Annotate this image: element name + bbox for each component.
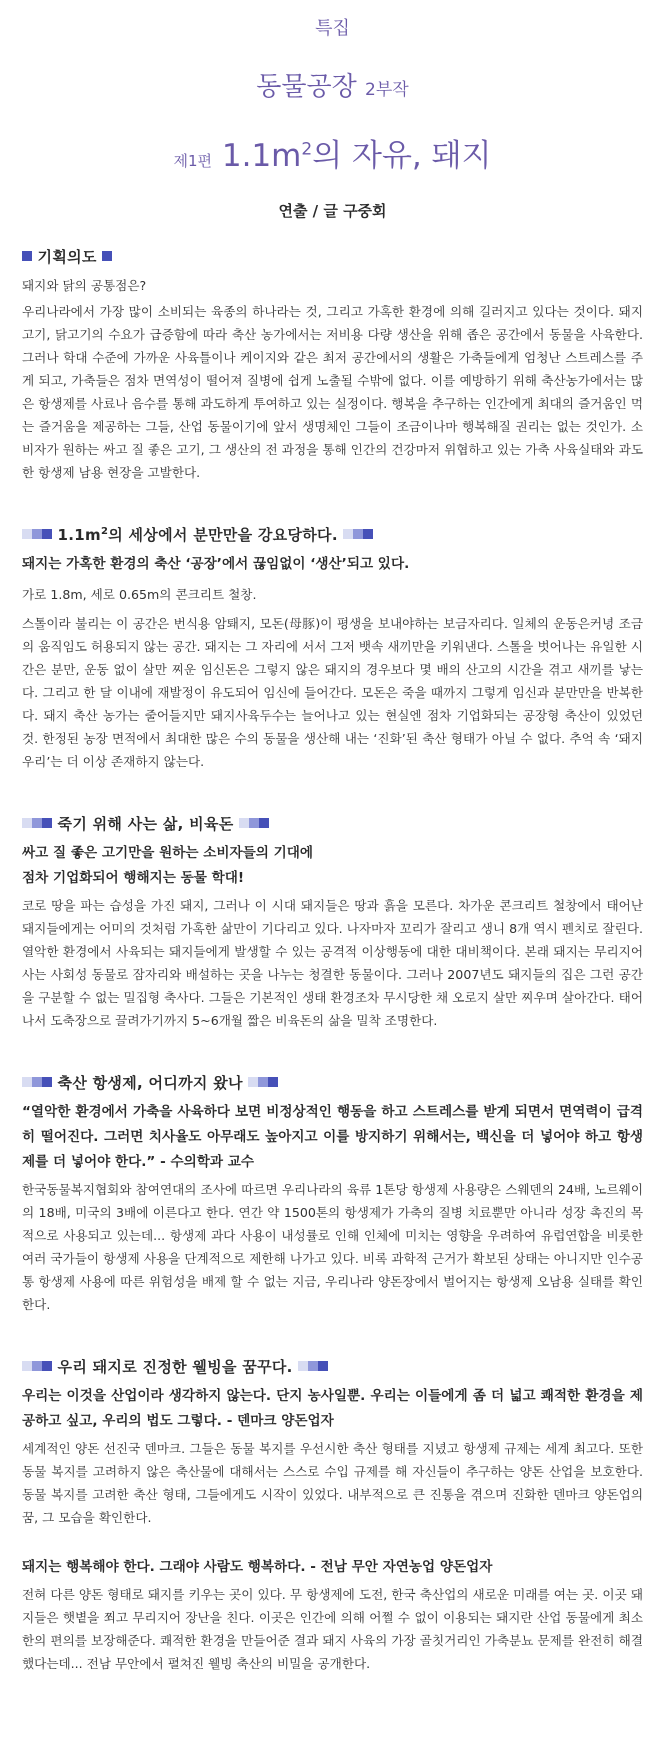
section-heading-text: 우리 돼지로 진정한 웰빙을 꿈꾸다. (57, 1358, 293, 1376)
square-bullet-icon (258, 1077, 268, 1087)
square-bullet-icon (249, 818, 259, 828)
section-heading-text: 죽기 위해 사는 삶, 비육돈 (57, 815, 234, 833)
square-bullet-icon (32, 1077, 42, 1087)
episode-title-sup: 2 (301, 139, 313, 160)
square-bullet-icon (248, 1077, 258, 1087)
square-bullet-icon (22, 1077, 32, 1087)
kicker: 특집 (315, 18, 350, 39)
square-bullet-icon (102, 251, 112, 261)
square-bullet-icon (42, 1077, 52, 1087)
square-bullet-icon (268, 1077, 278, 1087)
square-bullet-icon (259, 818, 269, 828)
section-sub: 가로 1.8m, 세로 0.65m의 콘크리트 철창. (22, 587, 257, 602)
square-bullet-icon (363, 529, 373, 539)
episode-title-a: 1.1m (221, 138, 302, 174)
square-bullet-icon (353, 529, 363, 539)
square-bullet-icon (298, 1361, 308, 1371)
section-heading (22, 1356, 643, 1376)
section-body: 코로 땅을 파는 습성을 가진 돼지, 그러나 이 시대 돼지들은 땅과 흙을 모른다. 차가운 콘크리트 철창에서 태어난 돼지들에게는 어미의 것처럼 가혹한 삶만이 기다리고 있다. 나자마자 꼬리가 잘리고 생니 8개 역시 펜치로 잘린다. 열악한 환경에서 사육되는 돼지들에게 발생할 수 있는 공격적 이상행동에 대한 대비책이다. 본래 돼지는 무리지어 사는 사회성 동물로 잠자리와 배설하는 곳을 나누는 청결한 동물이다. 그러나 2007년도 돼지들의 집은 그런 공간을 구분할 수 없는 밀집형 축사다. 그들은 기본적인 생태 환경조차 무시당한 채 오로지 살만 찌우며 살아간다. 태어나서 도축장으로 끌려가기까지 5~6개월 짧은 비육돈의 삶을 밀착 조명한다. (22, 898, 643, 1028)
series-title (22, 66, 643, 100)
episode-label: 제1편 (173, 152, 213, 170)
section-body: 세계적인 양돈 선진국 덴마크. 그들은 동물 복지를 우선시한 축산 형태를 지녔고 항생제 규제는 세계 최고다. 또한 동물 복지를 고려하지 않은 축산물에 대해서는 스스로 수입 규제를 해 자신들이 추구하는 양돈 산업을 보호한다. 동물 복지를 고려한 축산 형태, 그들에게도 시작이 있었다. 내부적으로 큰 진통을 겪으며 진화한 덴마크 양돈업의 꿈, 그 모습을 확인한다. (22, 1441, 643, 1525)
square-bullet-icon (42, 529, 52, 539)
section-lead: “열악한 환경에서 가축을 사육하다 보면 비정상적인 행동을 하고 스트레스를 받게 되면서 면역력이 급격히 떨어진다. 그러면 치사율도 아무래도 높아지고 이를 방지하기 위해서는, 백신을 더 넣어야 하고 항생제를 더 넣어야 한다.” - 수의학과 교수 (22, 1104, 643, 1170)
section-heading-text-a: 1.1m (57, 526, 101, 544)
square-bullet-icon (22, 818, 32, 828)
section-lead-2: 돼지는 행복해야 한다. 그래야 사람도 행복하다. - 전남 무안 자연농업 양돈업자 (22, 1559, 493, 1575)
section-lead: 돼지는 가혹한 환경의 축산 ‘공장’에서 끊임없이 ‘생산’되고 있다. (22, 556, 410, 572)
section-stall (22, 524, 643, 773)
section-body-2: 전혀 다른 양돈 형태로 돼지를 키우는 곳이 있다. 무 항생제에 도전, 한국 축산업의 새로운 미래를 여는 곳. 이곳 돼지들은 햇볕을 쬐고 무리지어 장난을 친다. 이곳은 인간에 의해 어쩔 수 없이 이용되는 돼지란 산업 동물에게 최소한의 편의를 보장해준다. 쾌적한 환경을 만들어준 결과 돼지 사육의 가장 골칫거리인 가축분뇨 문제를 완전히 해결했다는데... 전남 무안에서 펼쳐진 웰빙 축산의 비밀을 공개한다. (22, 1587, 643, 1671)
section-heading (22, 1072, 643, 1092)
section-heading (22, 524, 643, 544)
section-heading-sup: 2 (100, 526, 109, 537)
episode-title (22, 130, 643, 174)
section-lead: 싸고 질 좋은 고기만을 원하는 소비자들의 기대에 (22, 845, 314, 861)
section-fattening (22, 813, 643, 1032)
section-lead: 점차 기업화되어 행해지는 동물 학대! (22, 870, 245, 886)
square-bullet-icon (32, 818, 42, 828)
square-bullet-icon (22, 529, 32, 539)
section-lead: 우리는 이것을 산업이라 생각하지 않는다. 단지 농사일뿐. 우리는 이들에게 좀 더 넓고 쾌적한 환경을 제공하고 싶고, 우리의 법도 그렇다. - 덴마크 양돈업자 (22, 1388, 643, 1429)
square-bullet-icon (42, 1361, 52, 1371)
section-heading-text-b: 의 세상에서 분만만을 강요당하다. (108, 526, 338, 544)
square-bullet-icon (22, 251, 32, 261)
section-body: 스톨이라 불리는 이 공간은 번식용 암퇘지, 모돈(母豚)이 평생을 보내야하는 보금자리다. 일체의 운동은커녕 조금의 움직임도 허용되지 않는 공간. 돼지는 그 자리에 서서 그저 뱃속 새끼만을 키워낸다. 스톨을 벗어나는 유일한 시간은 분만, 운동 없이 살만 찌운 임신돈은 그렇지 않은 돼지의 경우보다 몇 배의 산고의 시간을 겪고 새끼를 낳는다. 그리고 한 달 이내에 재발정이 유도되어 임신에 들어간다. 모돈은 죽을 때까지 그렇게 임신과 분만만을 반복한다. 돼지 축산 농가는 줄어들지만 돼지사육두수는 늘어나고 있는 현실엔 점차 기업화되는 공장형 축산이 있었던 것. 한정된 농장 면적에서 최대한 많은 수의 동물을 생산해 내는 ‘진화’된 축산 형태가 아닐 수 없다. 추억 속 ‘돼지우리’는 더 이상 존재하지 않는다. (22, 616, 643, 769)
section-antibiotics (22, 1072, 643, 1316)
square-bullet-icon (22, 1361, 32, 1371)
section-lead: 돼지와 닭의 공통점은? (22, 278, 147, 293)
series-name: 동물공장 (256, 72, 357, 102)
square-bullet-icon (32, 1361, 42, 1371)
section-body: 우리나라에서 가장 많이 소비되는 육종의 하나라는 것, 그리고 가혹한 환경에 의해 길러지고 있다는 것이다. 돼지고기, 닭고기의 수요가 급증함에 따라 축산 농가에서는 저비용 다량 생산을 위해 좁은 공간에서 동물을 사육한다. 그러나 학대 수준에 가까운 사육틀이나 케이지와 같은 최저 공간에서의 생활은 가축들에게 엄청난 스트레스를 주게 되고, 가축들은 점차 면역성이 떨어져 질병에 쉽게 노출될 수밖에 없다. 이를 예방하기 위해 축산농가에서는 많은 항생제를 사료나 음수를 통해 과도하게 투여하고 있는 실정이다. 행복을 추구하는 인간에게 최대의 즐거움인 먹는 즐거움을 제공하는 그들, 산업 동물이기에 앞서 생명체인 그들이 조금이나마 행복해질 권리는 없는 것인가. 소비자가 원하는 싸고 질 좋은 고기, 그 생산의 전 과정을 통해 인간의 건강마저 위협하고 있는 가축 사육실태와 과도한 항생제 남용 현장을 고발한다. (22, 304, 643, 480)
section-heading-text: 축산 항생제, 어디까지 왔나 (57, 1074, 243, 1092)
section-wellbeing (22, 1356, 643, 1675)
section-heading-text: 기획의도 (37, 248, 97, 266)
section-intent (22, 246, 643, 484)
byline: 연출 / 글 구중회 (278, 202, 387, 220)
section-heading (22, 246, 643, 266)
square-bullet-icon (318, 1361, 328, 1371)
square-bullet-icon (32, 529, 42, 539)
section-body: 한국동물복지협회와 참여연대의 조사에 따르면 우리나라의 육류 1톤당 항생제 사용량은 스웨덴의 24배, 노르웨이의 18배, 미국의 3배에 이른다고 한다. 연간 약 1500톤의 항생제가 가축의 질병 치료뿐만 아니라 성장 촉진의 목적으로 사용되고 있는데... 항생제 과다 사용이 내성률로 인해 인체에 미치는 영향을 우려하여 유럽연합을 비롯한 여러 국가들이 항생제 사용을 단계적으로 제한해 나가고 있다. 비록 과학적 근거가 확보된 상태는 아니지만 인수공통 항생제 사용에 따른 위험성을 배제 할 수 없는 지금, 우리나라 양돈장에서 벌어지는 항생제 오남용 실태를 확인한다. (22, 1182, 643, 1312)
episode-title-b: 의 자유, 돼지 (312, 138, 492, 174)
square-bullet-icon (42, 818, 52, 828)
series-part: 2부작 (365, 80, 409, 100)
section-heading (22, 813, 643, 833)
square-bullet-icon (239, 818, 249, 828)
square-bullet-icon (343, 529, 353, 539)
square-bullet-icon (308, 1361, 318, 1371)
